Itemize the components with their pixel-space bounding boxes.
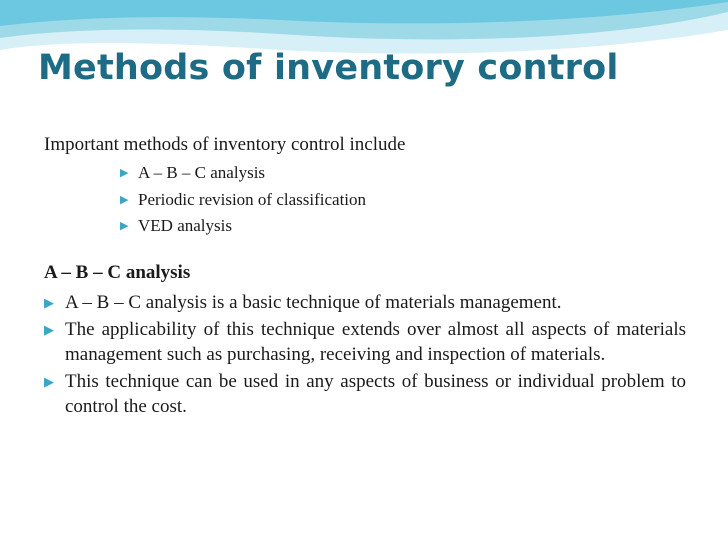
method-label: Periodic revision of classification <box>138 189 367 209</box>
bullet-icon: ▶ <box>44 374 54 389</box>
methods-list-item <box>120 160 366 187</box>
slide-title: Methods of inventory control <box>38 48 619 88</box>
abc-point-text: A – B – C analysis is a basic technique of materials management. <box>65 292 562 313</box>
abc-point <box>44 317 686 367</box>
abc-points-list <box>44 290 686 421</box>
methods-list-item <box>120 213 366 240</box>
intro-text: Important methods of inventory control include <box>44 134 406 155</box>
bullet-icon: ▶ <box>44 322 54 337</box>
bullet-icon: ▶ <box>120 167 129 179</box>
abc-point-text: This technique can be used in any aspects of business or individual problem to control the cost. <box>65 371 686 417</box>
bullet-icon: ▶ <box>120 220 129 232</box>
methods-list <box>120 160 366 240</box>
abc-point <box>44 290 686 315</box>
abc-point-text: The applicability of this technique extends over almost all aspects of materials management such as purchasing, receiving and inspection of materials. <box>65 319 686 365</box>
bullet-icon: ▶ <box>120 193 129 206</box>
bullet-icon: ▶ <box>44 295 54 310</box>
methods-list-item <box>120 187 366 214</box>
section-heading: A – B – C analysis <box>44 262 191 283</box>
method-label: A – B – C analysis <box>138 163 266 182</box>
abc-point <box>44 369 686 419</box>
method-label: VED analysis <box>138 216 232 235</box>
